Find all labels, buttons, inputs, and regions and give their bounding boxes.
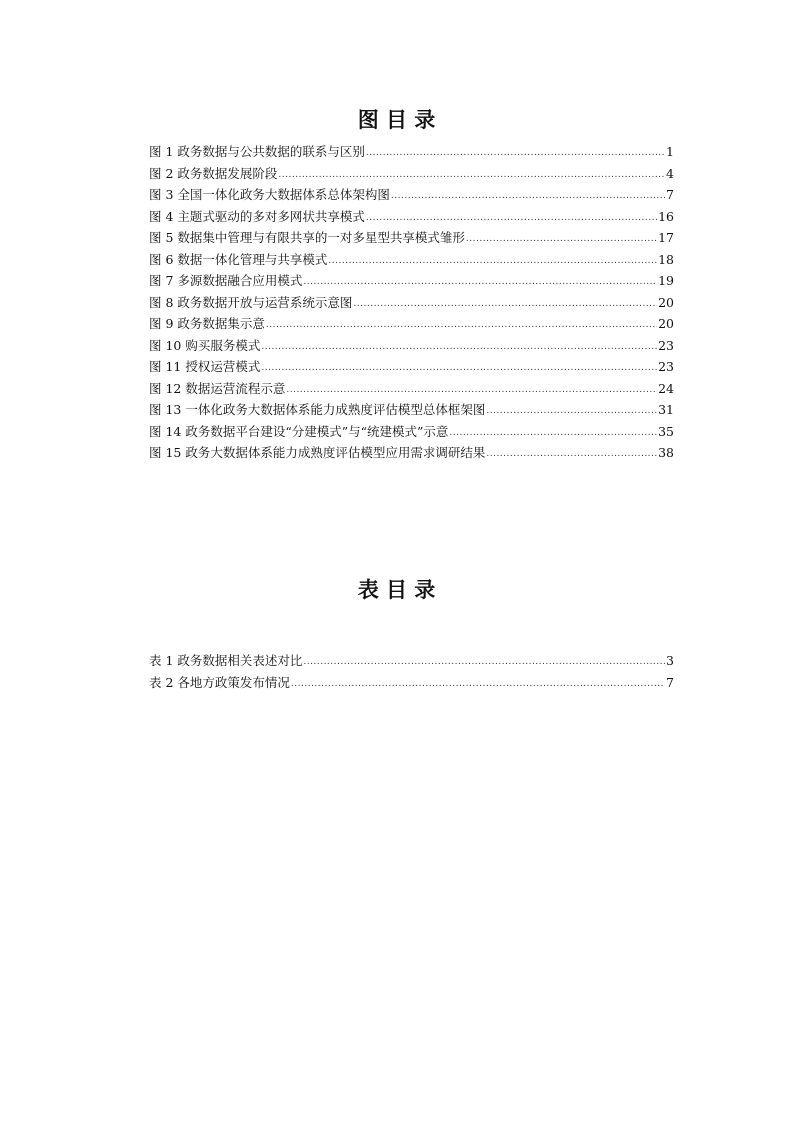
figure-entry-page-number: 16 <box>658 208 674 224</box>
figure-entry-page-number: 20 <box>658 294 674 310</box>
table-list-title: 表 目 录 <box>357 578 436 602</box>
figure-entry-page-number: 38 <box>658 445 674 460</box>
figure-entry-page-number: 23 <box>658 337 674 353</box>
figure-entry-label: 图 13 一体化政务大数据体系能力成熟度评估模型总体框架图 <box>149 402 486 417</box>
dot-leader <box>366 208 657 230</box>
figure-entry-page-number: 19 <box>658 273 674 288</box>
figure-entry[interactable] <box>149 227 674 249</box>
table-list <box>149 650 674 693</box>
figure-entry-label: 图 10 购买服务模式 <box>149 337 261 353</box>
figure-entry-page-number: 1 <box>666 144 674 159</box>
figure-entry[interactable] <box>149 206 674 228</box>
figure-entry-label: 图 14 政务数据平台建设“分建模式”与“统建模式”示意 <box>149 423 449 439</box>
figure-entry[interactable] <box>149 335 674 357</box>
figure-entry[interactable] <box>149 163 674 185</box>
dot-leader <box>291 674 665 696</box>
dot-leader <box>353 294 657 316</box>
figure-entry-label: 图 4 主题式驱动的多对多网状共享模式 <box>149 208 365 224</box>
dot-leader <box>486 444 657 466</box>
figure-entry[interactable] <box>149 249 674 271</box>
figure-entry-label: 图 5 数据集中管理与有限共享的一对多星型共享模式雏形 <box>149 230 465 245</box>
dot-leader <box>486 401 657 423</box>
figure-entry-label: 图 15 政务大数据体系能力成熟度评估模型应用需求调研结果 <box>149 445 486 460</box>
table-entry-label: 表 1 政务数据相关表述对比 <box>149 653 303 668</box>
figure-list-title: 图 目 录 <box>357 108 436 132</box>
dot-leader <box>303 652 665 674</box>
figure-entry[interactable] <box>149 399 674 421</box>
dot-leader <box>466 229 657 251</box>
figure-entry-page-number: 18 <box>658 251 674 267</box>
dot-leader <box>366 143 665 165</box>
figure-entry-label: 图 1 政务数据与公共数据的联系与区别 <box>149 144 365 159</box>
table-entry[interactable] <box>149 672 674 694</box>
dot-leader <box>328 251 657 273</box>
figure-entry-label: 图 6 数据一体化管理与共享模式 <box>149 251 328 267</box>
figure-entry-label: 图 3 全国一体化政务大数据体系总体架构图 <box>149 187 390 202</box>
figure-entry-page-number: 17 <box>658 230 674 245</box>
figure-entry-page-number: 4 <box>666 165 674 181</box>
figure-entry-label: 图 9 政务数据集示意 <box>149 316 265 331</box>
figure-entry[interactable] <box>149 184 674 206</box>
table-entry-page-number: 7 <box>666 674 674 690</box>
dot-leader <box>391 186 665 208</box>
figure-entry[interactable] <box>149 270 674 292</box>
figure-entry[interactable] <box>149 442 674 464</box>
figure-entry[interactable] <box>149 378 674 400</box>
figure-entry[interactable] <box>149 313 674 335</box>
dot-leader <box>278 165 665 187</box>
dot-leader <box>261 358 657 380</box>
figure-entry-label: 图 2 政务数据发展阶段 <box>149 165 278 181</box>
dot-leader <box>286 380 657 402</box>
figure-entry[interactable] <box>149 292 674 314</box>
dot-leader <box>303 272 657 294</box>
figure-entry-label: 图 12 数据运营流程示意 <box>149 380 286 396</box>
figure-entry-page-number: 7 <box>666 187 674 202</box>
figure-entry-page-number: 20 <box>658 316 674 331</box>
figure-entry[interactable] <box>149 356 674 378</box>
figure-entry[interactable] <box>149 421 674 443</box>
figure-entry-label: 图 11 授权运营模式 <box>149 359 261 374</box>
dot-leader <box>266 315 657 337</box>
figure-list <box>149 141 674 464</box>
table-entry-page-number: 3 <box>666 653 674 668</box>
figure-entry-page-number: 23 <box>658 359 674 374</box>
figure-entry-label: 图 8 政务数据开放与运营系统示意图 <box>149 294 353 310</box>
figure-entry-page-number: 24 <box>658 380 674 396</box>
dot-leader <box>449 423 657 445</box>
table-entry-label: 表 2 各地方政策发布情况 <box>149 674 290 690</box>
figure-entry-page-number: 31 <box>658 402 674 417</box>
dot-leader <box>261 337 657 359</box>
figure-entry-page-number: 35 <box>658 423 674 439</box>
figure-entry-label: 图 7 多源数据融合应用模式 <box>149 273 303 288</box>
table-entry[interactable] <box>149 650 674 672</box>
figure-entry[interactable] <box>149 141 674 163</box>
